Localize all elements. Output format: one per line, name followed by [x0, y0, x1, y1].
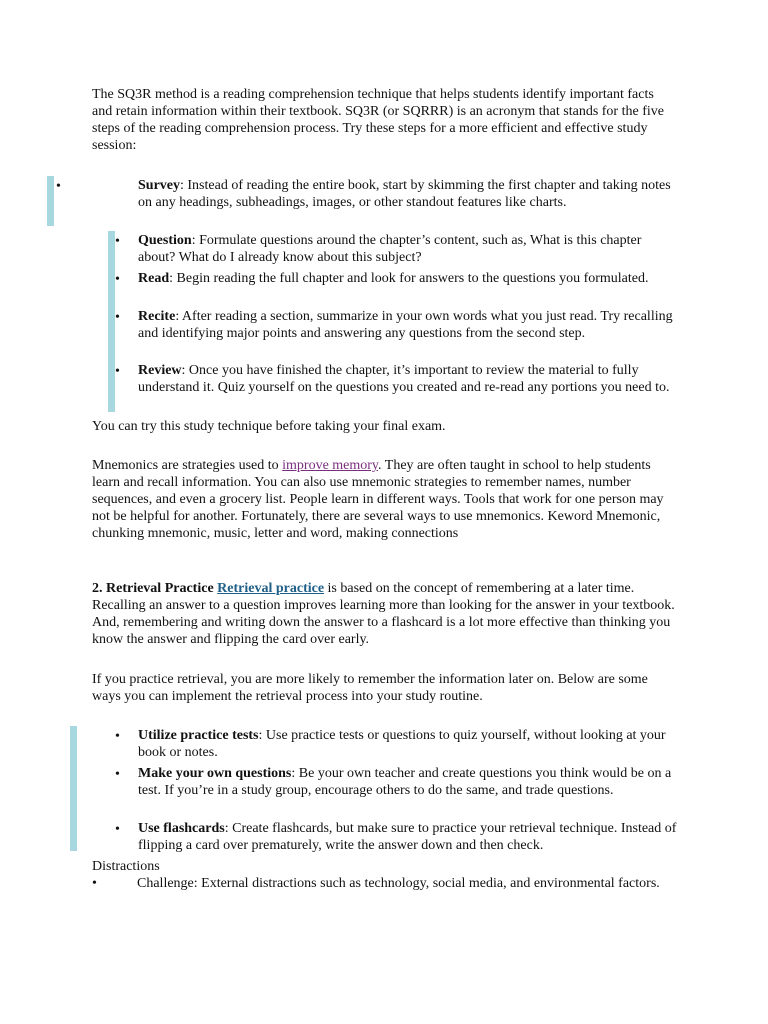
mnemonics-text: Mnemonics are strategies used to	[92, 458, 283, 473]
retrieval-paragraph	[92, 580, 677, 648]
intro-paragraph: The SQ3R method is a reading comprehension technique that helps students identify important facts and retain information within their textbook. SQ3R (or SQRRR) is an acronym that stands for the five steps of the reading comprehension process. Try these steps for a more efficient and effective study session:	[92, 87, 664, 153]
bullet-icon: •	[115, 729, 120, 744]
list-item-survey	[138, 177, 678, 211]
bullet-icon: •	[115, 234, 120, 249]
list-term: Make your own questions	[138, 766, 292, 781]
list-item-own-questions	[138, 765, 678, 799]
try-line: You can try this study technique before taking your final exam.	[92, 419, 446, 434]
list-text: : After reading a section, summarize in your own words what you just read. Try recalling and identifying major points and answering any questions from the second step.	[138, 309, 673, 341]
bullet-icon: •	[115, 272, 120, 287]
list-text: : Formulate questions around the chapter’s content, such as, What is this chapter about? What do I already know about this subject?	[138, 233, 642, 265]
mnemonics-paragraph	[92, 457, 677, 542]
retrieval-practice-link[interactable]: Retrieval practice	[217, 581, 325, 596]
list-text: : Begin reading the full chapter and look for answers to the questions you formulated.	[169, 271, 649, 286]
change-bar	[70, 726, 77, 851]
bullet-icon: •	[115, 822, 120, 837]
bullet-icon: •	[115, 310, 120, 325]
change-bar	[47, 176, 54, 226]
bullet-icon: •	[115, 767, 120, 782]
distractions-title: Distractions	[92, 859, 160, 874]
list-term: Recite	[138, 309, 176, 324]
change-bar	[108, 231, 115, 412]
list-term: Review	[138, 363, 182, 378]
list-term: Read	[138, 271, 170, 286]
list-text: : Instead of reading the entire book, start by skimming the first chapter and taking notes on any headings, subheadings, images, or other standout features like charts.	[138, 178, 671, 210]
list-text: : Create flashcards, but make sure to practice your retrieval technique. Instead of flipping a card over prematurely, write the answer down and then check.	[138, 821, 677, 853]
challenge-text: Challenge: External distractions such as technology, social media, and environmental factors.	[137, 876, 660, 891]
list-item-review	[138, 362, 678, 396]
bullet-icon: •	[115, 364, 120, 379]
list-item-read	[138, 270, 678, 287]
list-item-recite	[138, 308, 678, 342]
retrieval-heading: 2. Retrieval Practice	[92, 581, 214, 596]
list-term: Utilize practice tests	[138, 728, 259, 743]
list-term: Survey	[138, 178, 180, 193]
list-item-flashcards	[138, 820, 678, 854]
list-item-practice-tests	[138, 727, 678, 761]
list-text: : Use practice tests or questions to quiz yourself, without looking at your book or notes.	[138, 728, 666, 760]
list-term: Use flashcards	[138, 821, 225, 836]
list-term: Question	[138, 233, 192, 248]
improve-memory-link[interactable]: improve memory	[282, 458, 379, 473]
list-text: : Once you have finished the chapter, it’s important to review the material to fully understand it. Quiz yourself on the questions you created and re-read any portions you need to.	[138, 363, 670, 395]
bullet-icon: •	[56, 179, 61, 194]
mnemonics-text: . They are often taught in school to help students learn and recall information. You can also use mnemonic strategies to remember names, number sequences, and even a grocery list. People learn in different ways. Tools that work for one person may not be helpful for another. Fortunately, there are several ways to use mnemonics. Keword Mnemonic, chunking mnemonic, music, letter and word, making connections	[92, 458, 664, 541]
bullet-icon: •	[92, 876, 97, 891]
list-item-question	[138, 232, 678, 266]
practice-intro-paragraph: If you practice retrieval, you are more likely to remember the information later on. Below are some ways you can implement the retrieval process into your study routine.	[92, 672, 648, 704]
retrieval-text: is based on the concept of remembering at a later time. Recalling an answer to a question improves learning more than looking for the answer in your textbook. And, remembering and writing down the answer to a flashcard is a lot more effective than thinking you know the answer and flipping the card over early.	[92, 581, 675, 647]
list-text: : Be your own teacher and create questions you think would be on a test. If you’re in a study group, encourage others to do the same, and trade questions.	[138, 766, 672, 798]
